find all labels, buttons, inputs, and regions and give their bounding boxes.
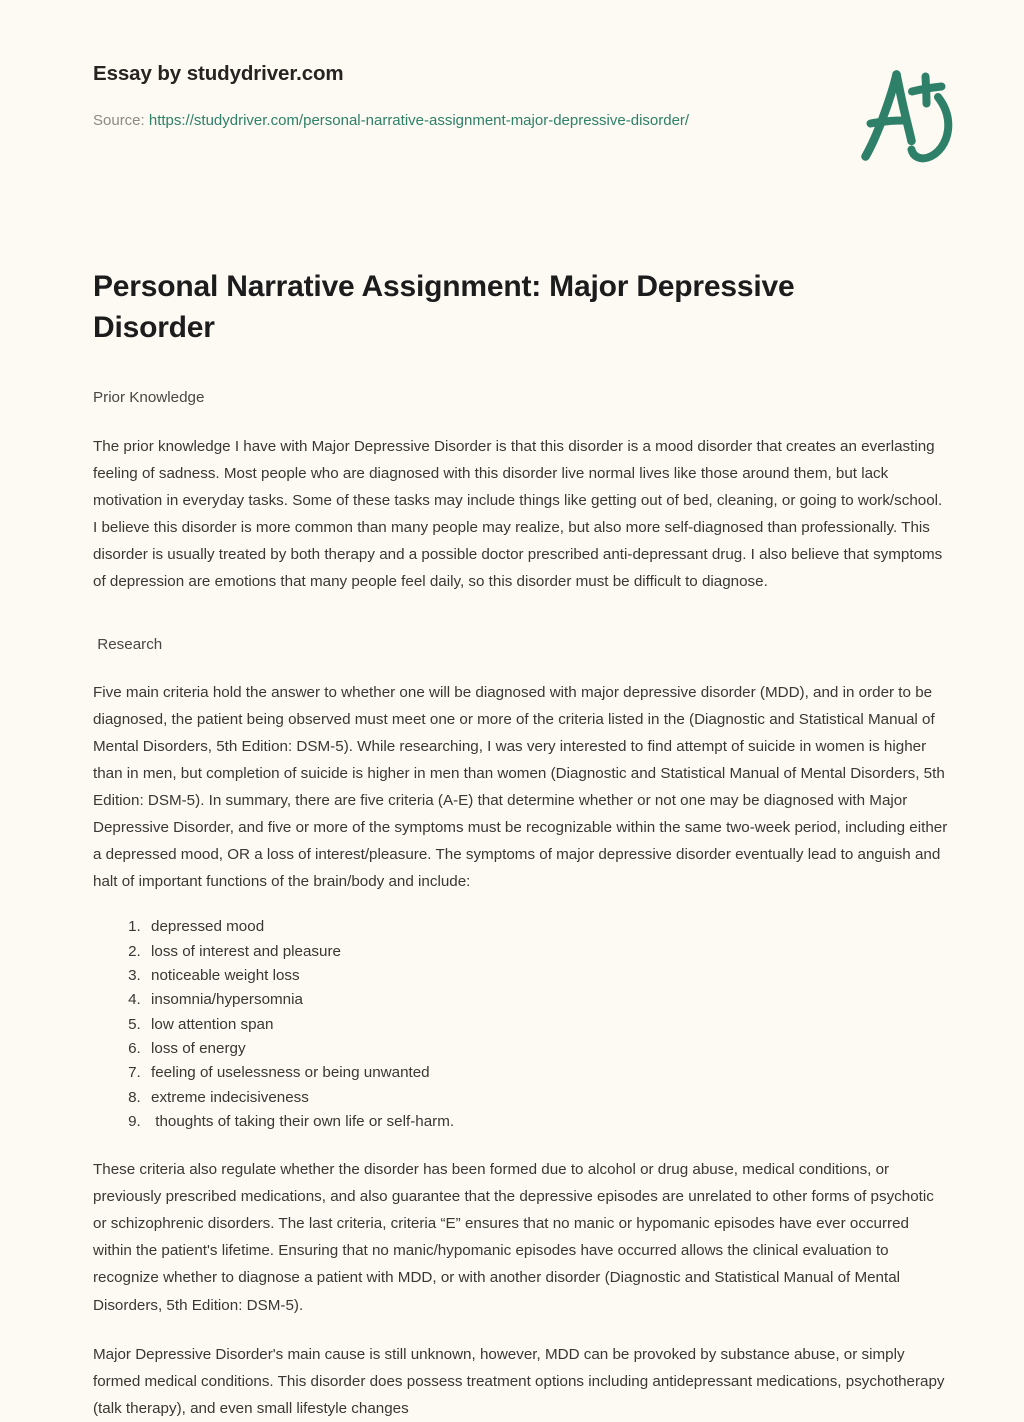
list-item: 3. noticeable weight loss — [145, 964, 948, 988]
paragraph-causes-treatment: Major Depressive Disorder's main cause is still unknown, however, MDD can be provoked by substance abuse, or simply formed medical conditions. This disorder does possess treatment options including antidepressant medications, psychotherapy (talk therapy), and even small lifestyle changes — [93, 1345, 945, 1417]
section-heading-research: Research — [93, 635, 163, 653]
paragraph-research-intro: Five main criteria hold the answer to whether one will be diagnosed with major depressive disorder (MDD), and in order to be diagnosed, the patient being observed must meet one or more of the criteria listed in the (Diagnostic and Statistical Manual of Mental Disorders, 5th Edition: DSM-5). While researching, I was very interested to find attempt of suicide in women is higher than in men, but completion of suicide is higher in men than women (Diagnostic and Statistical Manual of Mental Disorders, 5th Edition: DSM-5). In summary, there are five criteria (A-E) that determine whether or not one may be diagnosed with Major Depressive Disorder, and five or more of the symptoms must be recognizable within the same two-week period, including either a depressed mood, OR a loss of interest/pleasure. The symptoms of major depressive disorder eventually lead to anguish and halt of important functions of the brain/body and include: — [93, 684, 948, 891]
list-item: 4. insomnia/hypersomnia — [145, 988, 948, 1012]
paragraph-prior-knowledge: The prior knowledge I have with Major Depressive Disorder is that this disorder is a mood disorder that creates an everlasting feeling of sadness. Most people who are diagnosed with this disorder live normal lives like those around them, but lack motivation in everyday tasks. Some of these tasks may include things like getting out of bed, cleaning, or going to work/school. I believe this disorder is more common than many people may realize, but also more self-diagnosed than professionally. This disorder is usually treated by both therapy and a possible doctor prescribed anti-depressant drug. I also believe that symptoms of depression are emotions that many people feel daily, so this disorder must be difficult to diagnose. — [93, 437, 943, 590]
list-item: 1. depressed mood — [145, 915, 948, 939]
header-inner — [93, 62, 968, 172]
list-item: 9. thoughts of taking their own life or self-harm. — [145, 1110, 948, 1134]
list-item: 8. extreme indecisiveness — [145, 1086, 948, 1110]
a-plus-logo-icon — [852, 60, 968, 172]
list-item: 2. loss of interest and pleasure — [145, 940, 948, 964]
page-header — [0, 0, 1024, 172]
source-label: Source: — [93, 111, 149, 129]
document-body — [93, 266, 948, 1422]
list-item: 5. low attention span — [145, 1013, 948, 1037]
section-heading-prior-knowledge: Prior Knowledge — [93, 389, 205, 407]
symptom-list — [93, 915, 948, 1134]
source-line — [93, 108, 783, 134]
page-title: Personal Narrative Assignment: Major Depressive Disorder — [93, 270, 795, 345]
essay-byline: Essay by studydriver.com — [93, 62, 344, 85]
source-url-link[interactable]: https://studydriver.com/personal-narrative-assignment-major-depressive-disorder/ — [148, 111, 690, 129]
list-item: 7. feeling of uselessness or being unwanted — [145, 1061, 948, 1085]
list-item: 6. loss of energy — [145, 1037, 948, 1061]
paragraph-criteria-regulation: These criteria also regulate whether the disorder has been formed due to alcohol or drug abuse, medical conditions, or previously prescribed medications, and also guarantee that the depressive episodes are unrelated to other forms of psychotic or schizophrenic disorders. The last criteria, criteria “E” ensures that no manic or hypomanic episodes have ever occurred within the patient's lifetime. Ensuring that no manic/hypomanic episodes have occurred allows the clinical evaluation to recognize whether to diagnose a patient with MDD, or with another disorder (Diagnostic and Statistical Manual of Mental Disorders, 5th Edition: DSM-5). — [93, 1161, 934, 1314]
